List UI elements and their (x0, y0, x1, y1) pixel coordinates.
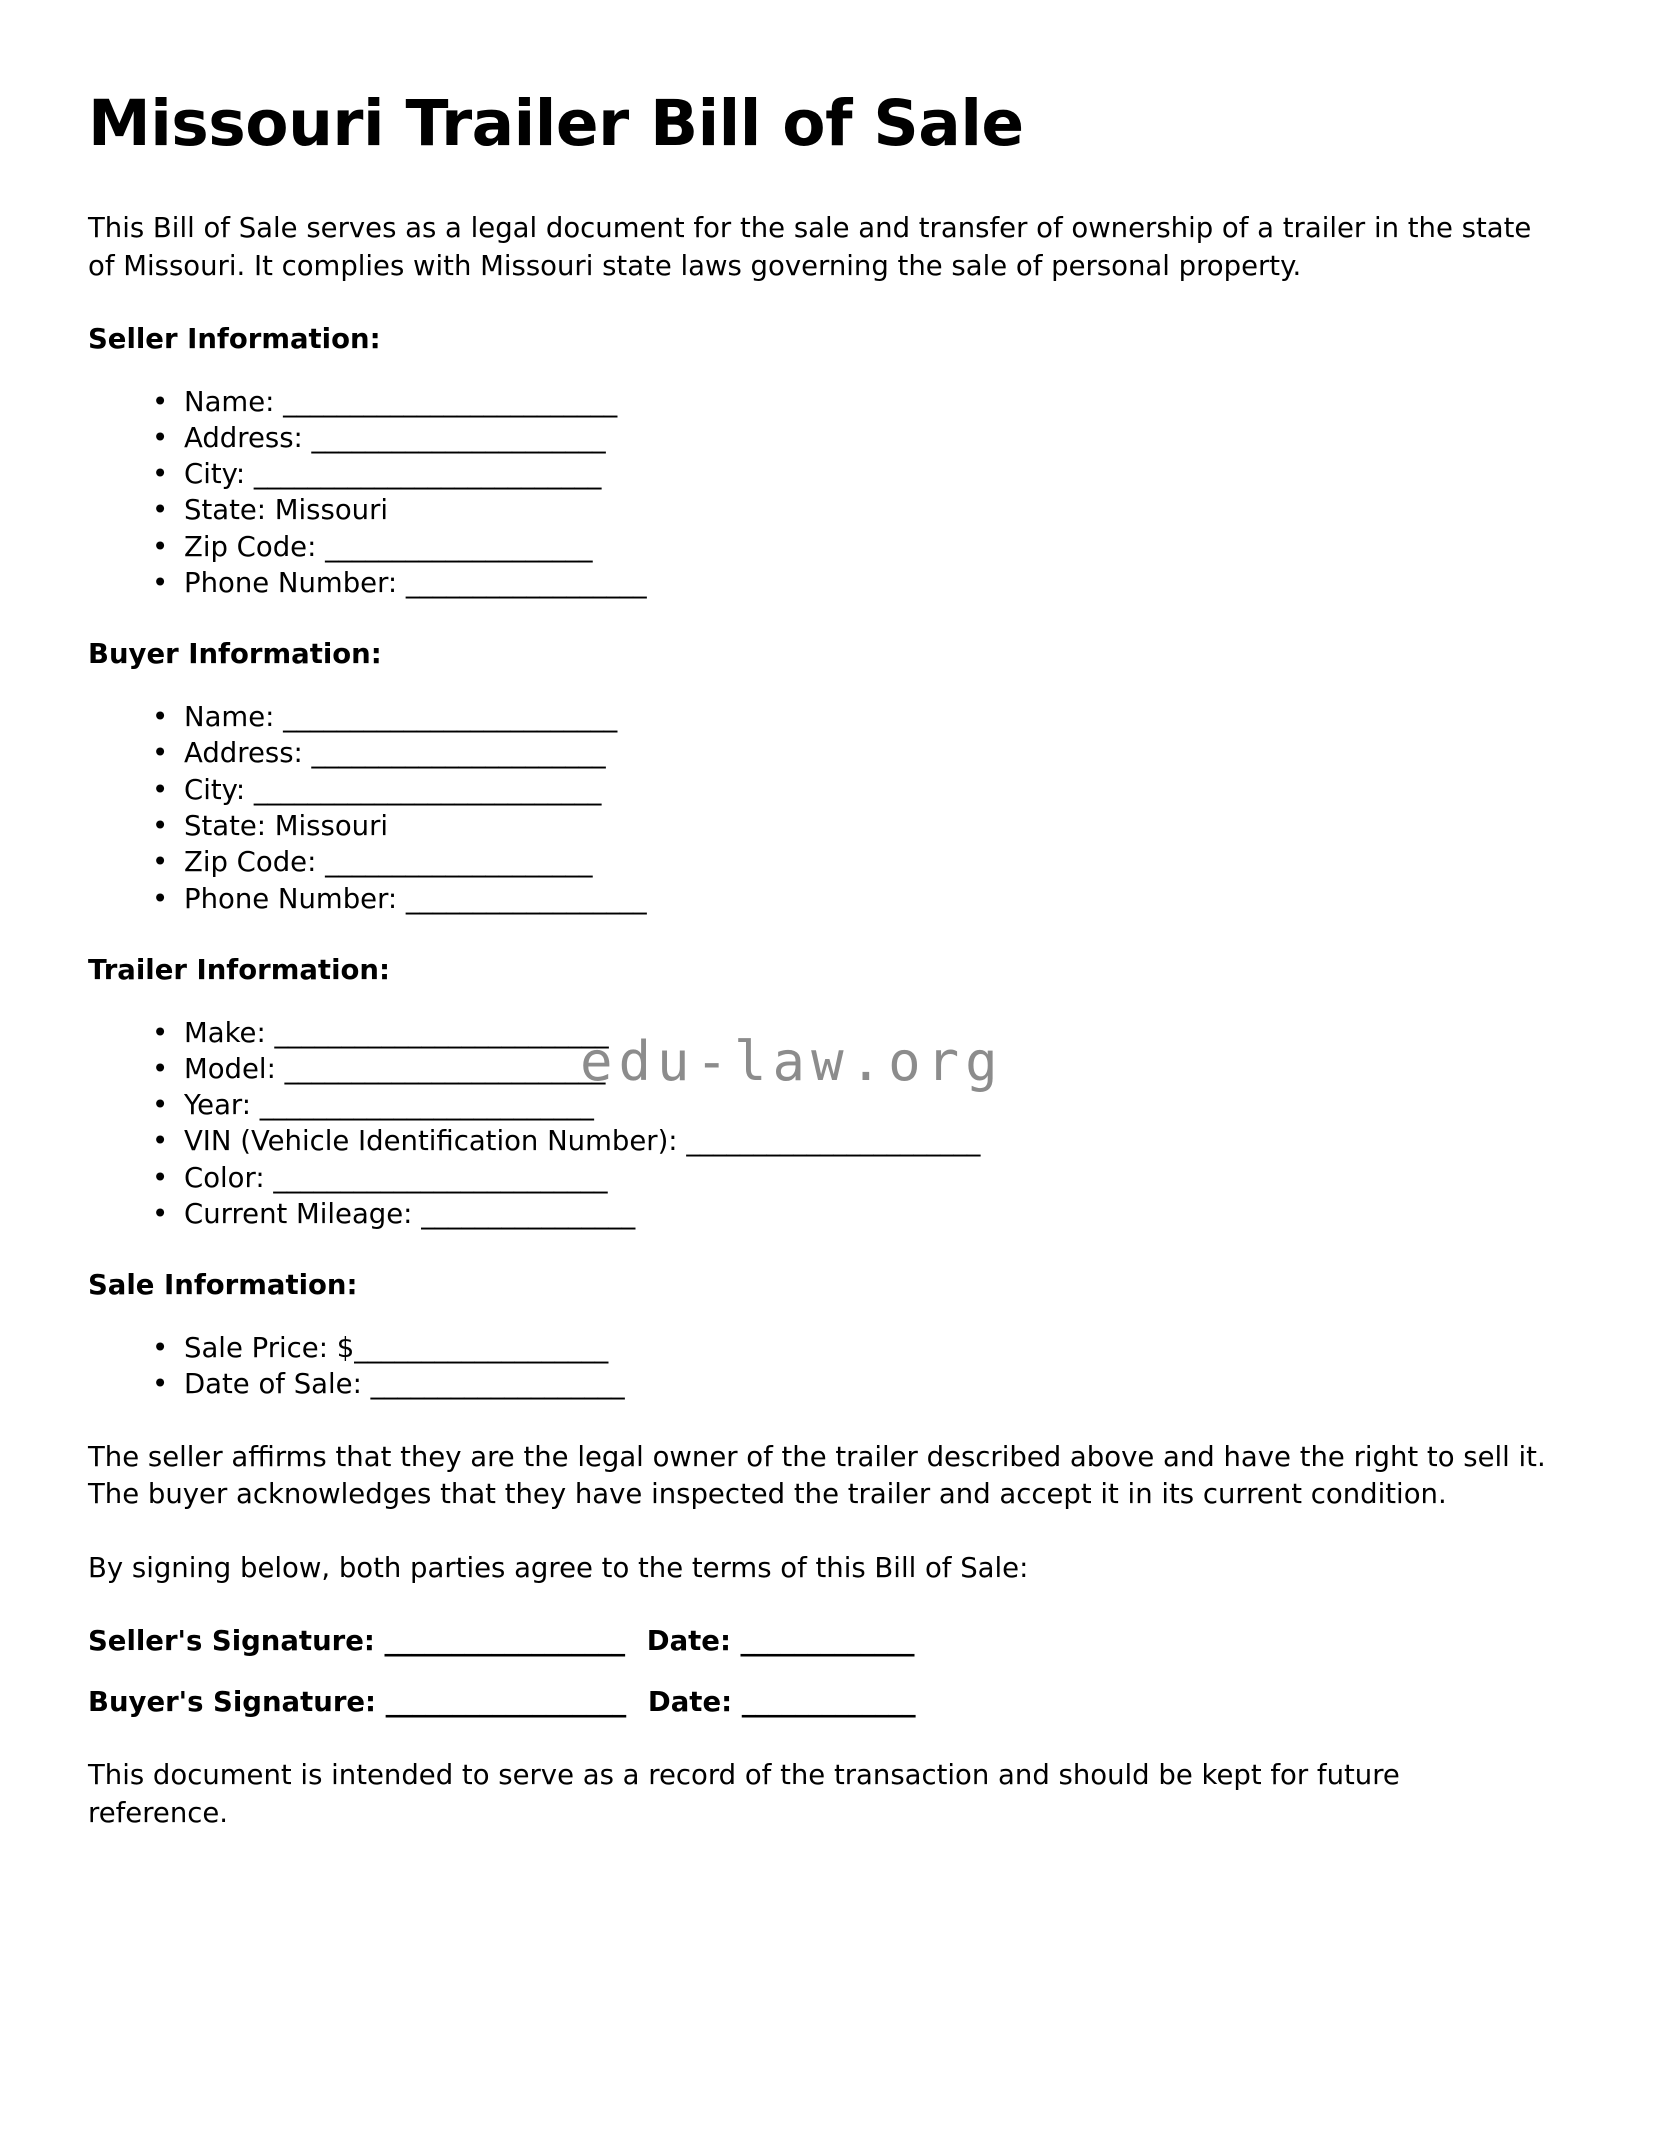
field-label: Date of Sale: (184, 1368, 371, 1401)
field-blank[interactable]: _________________________ (283, 701, 617, 734)
buyer-signature-row (88, 1685, 1548, 1721)
spacer (88, 286, 1548, 322)
field-label: State: Missouri (184, 809, 389, 842)
field-label: Address: (184, 737, 312, 770)
field-label: Model: (184, 1052, 285, 1085)
list-item (152, 1087, 1548, 1123)
field-label: Sale Price: $ (184, 1332, 355, 1365)
field-label: Make: (184, 1016, 275, 1049)
affirmation-paragraph: The seller affirms that they are the legal owner of the trailer described above and have the right to sell it. The buyer acknowledges that they have inspected the trailer and accept it in its current condition. (88, 1440, 1546, 1511)
agreement-paragraph: By signing below, both parties agree to the terms of this Bill of Sale: (88, 1552, 1029, 1585)
seller-signature-blank[interactable]: __________________ (384, 1624, 625, 1657)
field-label: Address: (184, 421, 312, 454)
list-item (152, 844, 1548, 880)
buyer-information-heading: Buyer Information: (88, 638, 382, 671)
buyer-signature-blank[interactable]: __________________ (385, 1686, 626, 1719)
buyer-date-label: Date: (647, 1686, 742, 1719)
list-item (152, 529, 1548, 565)
field-blank[interactable]: ________________________ (284, 1052, 605, 1085)
field-label: Name: (184, 385, 284, 418)
field-blank[interactable]: ______________________ (311, 421, 606, 454)
sale-information-heading: Sale Information: (88, 1269, 358, 1302)
closing-paragraph: This document is intended to serve as a record of the transaction and should be kept for future reference. (88, 1759, 1400, 1829)
seller-date-label: Date: (646, 1624, 741, 1657)
field-label: State: Missouri (184, 494, 389, 527)
list-item (152, 808, 1548, 844)
field-label: Name: (184, 701, 284, 734)
seller-date-blank[interactable]: _____________ (740, 1624, 915, 1657)
list-item (152, 1330, 1548, 1366)
field-label: Zip Code: (184, 530, 326, 563)
spacer (88, 1588, 1548, 1624)
list-item (152, 1051, 1548, 1087)
field-label: Phone Number: (184, 567, 406, 600)
list-item (152, 1015, 1548, 1051)
spacer (88, 160, 1548, 210)
list-item (152, 699, 1548, 735)
field-blank[interactable]: ________________ (421, 1198, 635, 1231)
spacer (88, 1721, 1548, 1757)
list-item (152, 384, 1548, 420)
seller-field-list (88, 384, 1548, 602)
field-blank[interactable]: __________________________ (253, 458, 602, 491)
field-blank[interactable]: ____________________ (325, 530, 593, 563)
list-item (152, 881, 1548, 917)
trailer-field-list (88, 1015, 1548, 1233)
field-blank[interactable]: ___________________ (370, 1368, 625, 1401)
field-blank[interactable]: _________________________ (283, 385, 617, 418)
list-item (152, 1366, 1548, 1402)
spacer (88, 917, 1548, 953)
spacer (88, 601, 1548, 637)
intro-paragraph: This Bill of Sale serves as a legal document for the sale and transfer of ownership of a trailer in the state of Missouri. It complies with Missouri state laws governing the sale of personal property. (88, 212, 1532, 283)
field-label: Year: (184, 1089, 260, 1122)
field-blank[interactable]: __________________ (405, 882, 647, 915)
field-blank[interactable]: ____________________ (325, 846, 593, 879)
spacer (88, 358, 1548, 384)
list-item (152, 492, 1548, 528)
seller-signature-row (88, 1624, 1548, 1660)
field-blank[interactable]: __________________ (405, 567, 647, 600)
list-item (152, 735, 1548, 771)
field-label: Current Mileage: (184, 1198, 422, 1231)
field-blank[interactable]: _________________________ (274, 1016, 609, 1049)
buyer-date-blank[interactable]: _____________ (741, 1686, 916, 1719)
spacer (88, 1659, 1548, 1685)
spacer (88, 1514, 1548, 1550)
field-label: VIN (Vehicle Identification Number): (184, 1125, 687, 1158)
buyer-signature-label: Buyer's Signature: (88, 1686, 386, 1719)
list-item (152, 1196, 1548, 1232)
seller-information-heading: Seller Information: (88, 322, 381, 355)
list-item (152, 420, 1548, 456)
buyer-field-list (88, 699, 1548, 917)
spacer (88, 989, 1548, 1015)
field-blank[interactable]: ______________________ (311, 737, 606, 770)
spacer (88, 1232, 1548, 1268)
field-label: City: (184, 773, 254, 806)
field-blank[interactable]: _________________________ (273, 1161, 608, 1194)
spacer (88, 1403, 1548, 1439)
field-label: Zip Code: (184, 846, 326, 879)
spacer (88, 1304, 1548, 1330)
field-label: City: (184, 458, 254, 491)
field-blank[interactable]: ___________________ (354, 1332, 608, 1365)
field-blank[interactable]: _________________________ (259, 1089, 594, 1122)
field-blank[interactable]: ______________________ (686, 1125, 981, 1158)
list-item (152, 1160, 1548, 1196)
list-item (152, 772, 1548, 808)
spacer (88, 673, 1548, 699)
list-item (152, 456, 1548, 492)
field-blank[interactable]: __________________________ (253, 773, 602, 806)
sale-field-list (88, 1330, 1548, 1403)
field-label: Color: (184, 1161, 274, 1194)
trailer-information-heading: Trailer Information: (88, 953, 390, 986)
page-title: Missouri Trailer Bill of Sale (88, 87, 1024, 160)
list-item (152, 1123, 1548, 1159)
watermark-text: edu-law.org (580, 1030, 1004, 1093)
field-label: Phone Number: (184, 882, 406, 915)
list-item (152, 565, 1548, 601)
seller-signature-label: Seller's Signature: (88, 1624, 385, 1657)
